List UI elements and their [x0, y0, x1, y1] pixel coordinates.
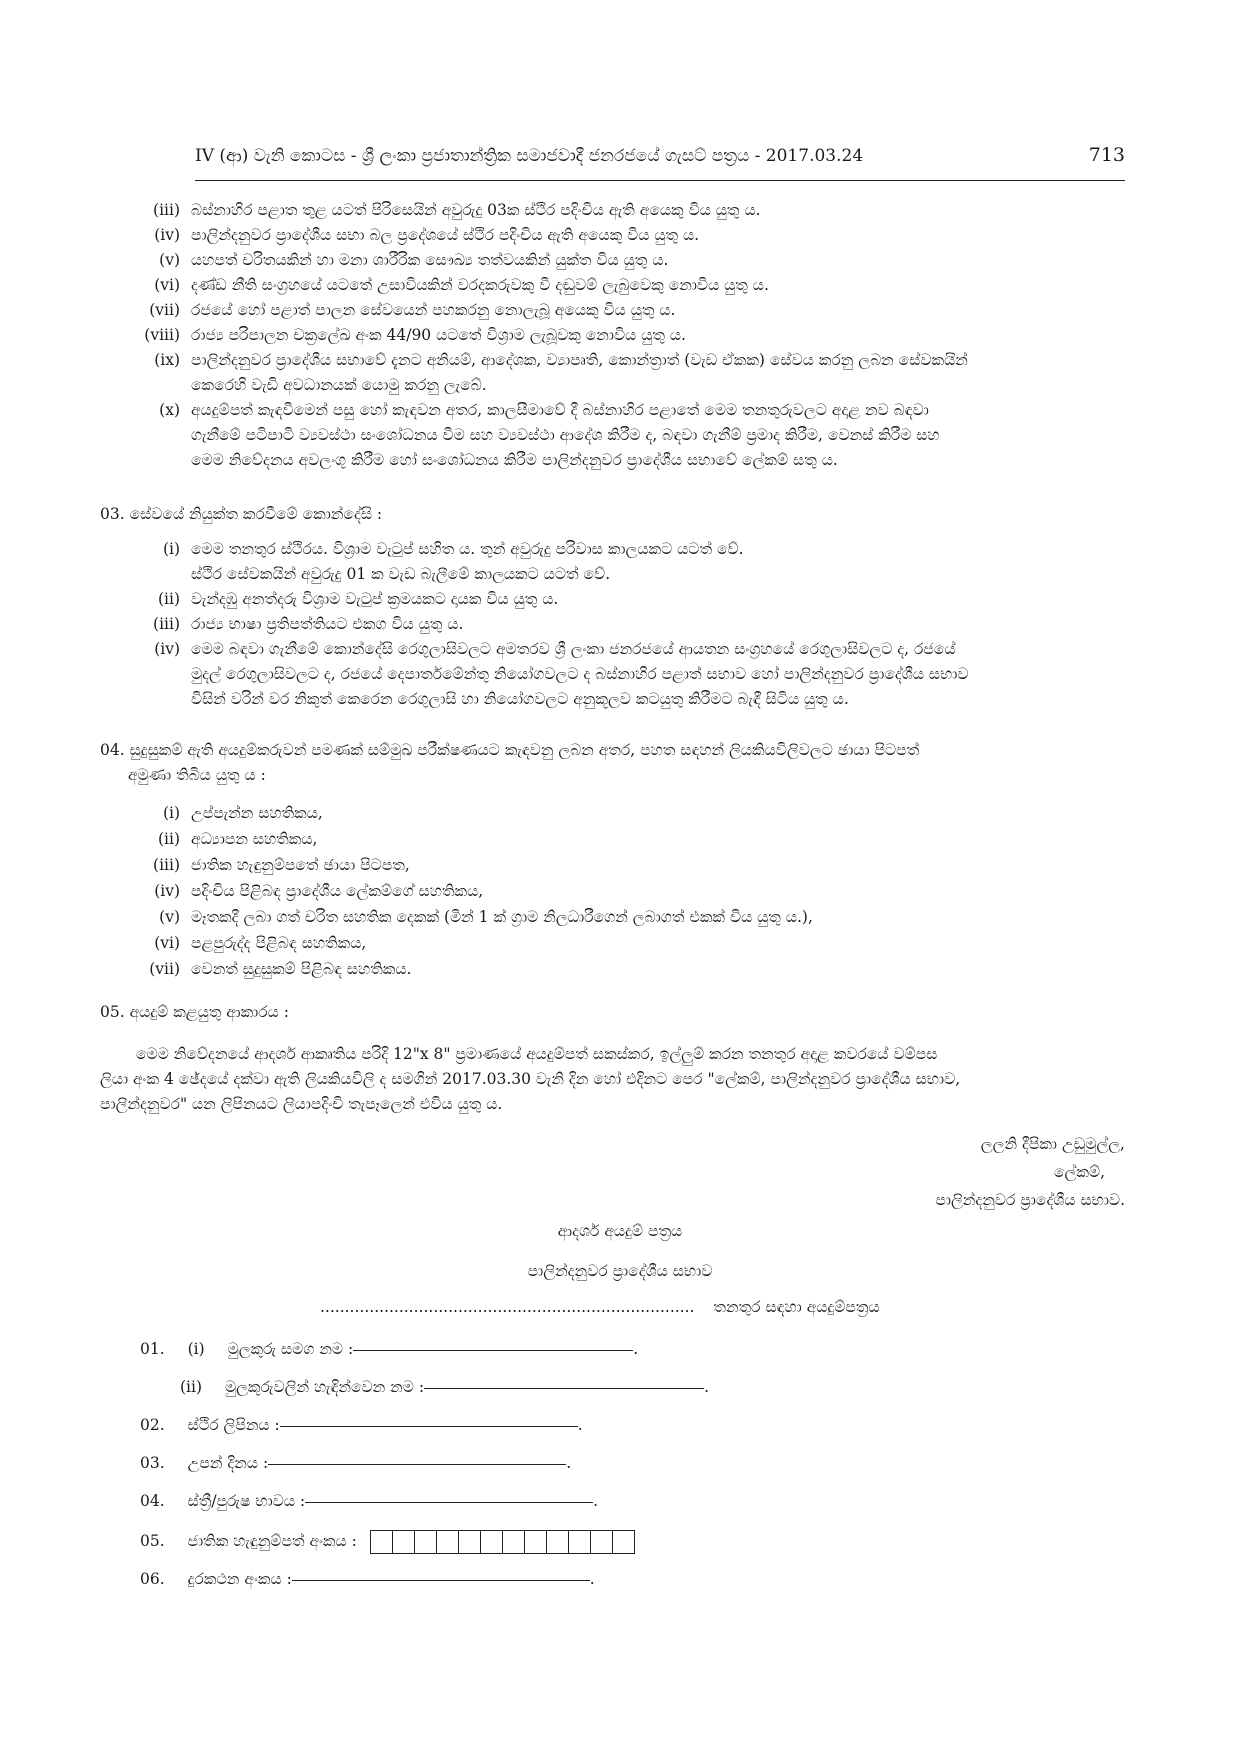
section-05-body: මෙම නිවේදනයේ ආදර්ශ ආකෘතිය පරිදි 12"x 8" ප්‍රමාණයේ අයදුම්පත් සකස්කර, ඉල්ලුම් කරන තනතුර අදාළ කවරයේ වම්පස ලියා අංක 4 ඡේදයේ දක්වා ඇති ලියකියවිලි ද සමගින් 2017.03.30 වැනි දින හෝ එදිනට පෙර "ලේකම්, පාලින්දනුවර ප්‍රාදේශීය සභාව, පාලින්දනුවර" යන ලිපිනයට ලියාපදිංචි තැපෑලෙන් එවිය යුතු ය.	[100, 1045, 961, 1113]
address-line[interactable]	[280, 1426, 578, 1427]
signatory-name: ලලනි දීපිකා උඩුමුල්ල,	[980, 1135, 1125, 1153]
form-title: ආදර්ශ අයදුම් පත්‍රය	[557, 1222, 683, 1240]
field-address[interactable]: 02. ස්ථිර ලිපිනය : .	[140, 1416, 583, 1434]
list-item: (iv) පදිංචිය පිළිබඳ ප්‍රාදේශීය ලේකම්ගේ සහතිකය,	[154, 882, 484, 900]
list-item: (v) යහපත් චරිතයකින් හා මනා ශාරීරික සෞඛ්‍ය තත්වයකින් යුක්ත විය යුතු ය.	[159, 251, 669, 269]
phone-number-line[interactable]	[292, 1580, 590, 1581]
list-item: (i) උප්පැන්න සහතිකය,	[162, 804, 323, 822]
field-nic-number[interactable]: 05. ජාතික හැඳුනුම්පත් අංකය :	[140, 1530, 635, 1554]
list-item: (i) මෙම තනතුර ස්ථිරය. විශ්‍රාම වැටුප් සහිත ය. තුන් අවුරුදු පරිවාස කාලයකට යටත් වේ.	[162, 540, 744, 558]
list-item: (iv) මෙම බඳවා ගැනීමේ කොන්දේසි රෙගුලාසිවලට අමතරව ශ්‍රී ලංකා ජනරජයේ ආයතන සංග්‍රහයේ රෙගුලාසිවලට ද, රජයේ	[154, 640, 956, 658]
list-item: (iii) බස්නාහිර පළාත තුළ යටත් පිරිසෙයින් අවුරුදු 03ක ස්ථිර පදිංචිය ඇති අයෙකු විය යුතු ය.	[153, 201, 761, 219]
section-04-heading: 04. සුදුසුකම් ඇති අයදුම්කරුවන් පමණක් සම්මුඛ පරීක්ෂණයට කැඳවනු ලබන අතර, පහත සඳහන් ලියකියවිලිවලට ඡායා පිටපත් අමුණා තිබිය යුතු ය :	[100, 741, 920, 784]
name-by-initials-line[interactable]	[424, 1388, 704, 1389]
field-birth-date[interactable]: 03. උපන් දිනය : .	[140, 1454, 572, 1472]
list-item: (vii) වෙනත් සුදුසුකම් පිළිබඳ සහතිකය.	[149, 960, 412, 978]
signatory-title: ලේකම්,	[1053, 1163, 1105, 1181]
list-item: (vi) දණ්ඩ නීති සංග්‍රහයේ යටතේ උසාවියකින් වරදකරුවකු වී දඬුවම් ලැබුවෙකු නොවිය යුතු ය.	[154, 276, 769, 294]
page-number: 713	[1088, 144, 1125, 166]
section-05-heading: 05. අයදුම් කළයුතු ආකාරය :	[100, 1003, 289, 1021]
requirements-list: (iii) බස්නාහිර පළාත තුළ යටත් පිරිසෙයින් අවුරුදු 03ක ස්ථිර පදිංචිය ඇති අයෙකු විය යුතු ය. (iv) පාලින්දනුවර ප්‍රාදේශීය සභා බල ප්‍රදේශයේ ස්ථිර පදිංචිය ඇති අයෙකු විය යුතු ය. (v) යහපත් චරිතයකින් හා මනා ශාරීරික සෞඛ්‍ය තත්වයකින් යුක්ත විය යුතු ය. (vi) දණ්ඩ නීති සංග්‍රහයේ යටතේ උසාවියකින් වරදකරුවකු වී දඬුවම් ලැබුවෙකු නොවිය යුතු ය. (vii) රජයේ හෝ පළාත් පාලන සේවයෙන් පහකරනු නොලැබූ අයෙකු විය යුතු ය. (viii) රාජ්‍ය පරිපාලන චක්‍රලේඛ අංක 44/90 යටතේ විශ්‍රාම ලැබූවකු නොවිය යුතු ය. (ix) පාලින්දනුවර ප්‍රාදේශීය සභාවේ දැනට අනියම්, ආදේශක, ව්‍යාපෘති, කොන්ත්‍රාත් (වැඩ ඒකක) සේවය කරනු ලබන සේවකයින් කෙරෙහි වැඩි අවධානයක් යොමු කරනු ලැබේ. (x) අයදුම්පත් කැඳවීමෙන් පසු හෝ කැඳවන අතර, කාලසීමාවේ දී බස්නාහිර පළාතේ මෙම තනතුරුවලට අදාළ නව බඳවා ගැනීමේ පටිපාටි ව්‍යවස්ථා සංශෝධනය වීම සහ ව්‍යවස්ථා ආදේශ කිරීම ද, බඳවා ගැනීම් ප්‍රමාද කිරීම, වෙනස් කිරීම සහ මෙම නිවේදනය අවලංගු කිරීම හෝ සංශෝධනය කිරීම පාලින්දනුවර ප්‍රාදේශීය සභාවේ ලේකම් සතු ය.	[130, 198, 1130, 473]
list-item: (ii) අධ්‍යාපන සහතිකය,	[157, 830, 318, 848]
signature-block	[935, 1130, 1125, 1214]
list-item: (x) අයදුම්පත් කැඳවීමෙන් පසු හෝ කැඳවන අතර, කාලසීමාවේ දී බස්නාහිර පළාතේ මෙම තනතුරුවලට අදාළ නව බඳවා	[159, 401, 929, 419]
field-gender[interactable]: 04. ස්ත්‍රී/පුරුෂ භාවය : .	[140, 1492, 599, 1510]
post-label: තනතුර සඳහා අයදුම්පත්‍රය	[713, 1298, 880, 1316]
field-name-by-initials[interactable]: (ii) මුලකුරුවලින් හැඳින්වෙන නම : .	[180, 1378, 709, 1396]
list-item: (iii) රාජ්‍ය භාෂා ප්‍රතිපත්තියට එකග විය යුතු ය.	[153, 615, 464, 633]
section-03-heading: 03. සේවයේ නියුක්ත කරවීමේ කොන්දේසි :	[100, 505, 383, 523]
list-item: (iii) ජාතික හැඳුනුම්පතේ ඡායා පිටපත,	[153, 856, 410, 874]
list-item: (vii) රජයේ හෝ පළාත් පාලන සේවයෙන් පහකරනු නොලැබූ අයෙකු විය යුතු ය.	[149, 301, 676, 319]
post-dots: ............................................................................	[320, 1298, 695, 1316]
nic-number-boxes[interactable]	[370, 1530, 635, 1554]
post-line	[320, 1298, 880, 1317]
birth-date-line[interactable]	[268, 1464, 566, 1465]
section-03-list: (i) මෙම තනතුර ස්ථිරය. විශ්‍රාම වැටුප් සහිත ය. තුන් අවුරුදු පරිවාස කාලයකට යටත් වේ. ස්ථිර සේවකයින් අවුරුදු 01 ක වැඩ බැලීමේ කාලයකට යටත් වේ. (ii) වැන්දඹු අනත්දරු විශ්‍රාම වැටුප් ක්‍රමයකට දායක විය යුතු ය. (iii) රාජ්‍ය භාෂා ප්‍රතිපත්තියට එකග විය යුතු ය. (iv) මෙම බඳවා ගැනීමේ කොන්දේසි රෙගුලාසිවලට අමතරව ශ්‍රී ලංකා ජනරජයේ ආයතන සංග්‍රහයේ රෙගුලාසිවලට ද, රජයේ මුදල් රෙගුලාසිවලට ද, රජයේ දෙපාර්තමේන්තු නියෝගවලට ද බස්නාහිර පළාත් සභාව හෝ පාලින්දනුවර ප්‍රාදේශීය සභාව විසින් වරින් වර නිකුත් කෙරෙන රෙගුලාසි හා නියෝගවලට අනුකූලව කටයුතු කිරීමට බැඳී සිටිය යුතු ය.	[130, 537, 1130, 712]
gender-line[interactable]	[305, 1502, 593, 1503]
section-04-list	[130, 800, 1130, 982]
list-item: (v) මෑතකදී ලබා ගත් චරිත සහතික දෙකක් (මින් 1 ක් ග්‍රාම නිලධාරීගෙන් ලබාගත් එකක් විය යුතු ය.),	[159, 908, 813, 926]
form-subtitle: පාලින්දනුවර ප්‍රාදේශීය සභාව	[527, 1262, 713, 1280]
list-item: (iv) පාලින්දනුවර ප්‍රාදේශීය සභා බල ප්‍රදේශයේ ස්ථිර පදිංචිය ඇති අයෙකු විය යුතු ය.	[154, 226, 700, 244]
field-phone-number[interactable]: 06. දුරකථන අංකය : .	[140, 1570, 595, 1588]
page-header	[195, 146, 1125, 181]
list-item: (ix) පාලින්දනුවර ප්‍රාදේශීය සභාවේ දැනට අනියම්, ආදේශක, ව්‍යාපෘති, කොන්ත්‍රාත් (වැඩ ඒකක) සේවය කරනු ලබන සේවකයින්	[154, 351, 968, 369]
field-full-name[interactable]: 01. (i) මුලකුරු සමග නම : .	[140, 1340, 639, 1358]
list-item: (ii) වැන්දඹු අනත්දරු විශ්‍රාම වැටුප් ක්‍රමයකට දායක විය යුතු ය.	[157, 590, 559, 608]
signatory-office: පාලින්දනුවර ප්‍රාදේශීය සභාව.	[935, 1191, 1125, 1209]
list-item: (vi) පළපුරුද්ද පිළිබඳ සහතිකය,	[154, 934, 367, 952]
header-title: IV (ආ) වැනි කොටස - ශ්‍රී ලංකා ප්‍රජාතාන්ත්‍රික සමාජවාදී ජනරජයේ ගැසට් පත්‍රය - 2017.03.24	[195, 146, 864, 166]
list-item: (viii) රාජ්‍ය පරිපාලන චක්‍රලේඛ අංක 44/90 යටතේ විශ්‍රාම ලැබූවකු නොවිය යුතු ය.	[144, 326, 686, 344]
full-name-line[interactable]	[353, 1350, 633, 1351]
